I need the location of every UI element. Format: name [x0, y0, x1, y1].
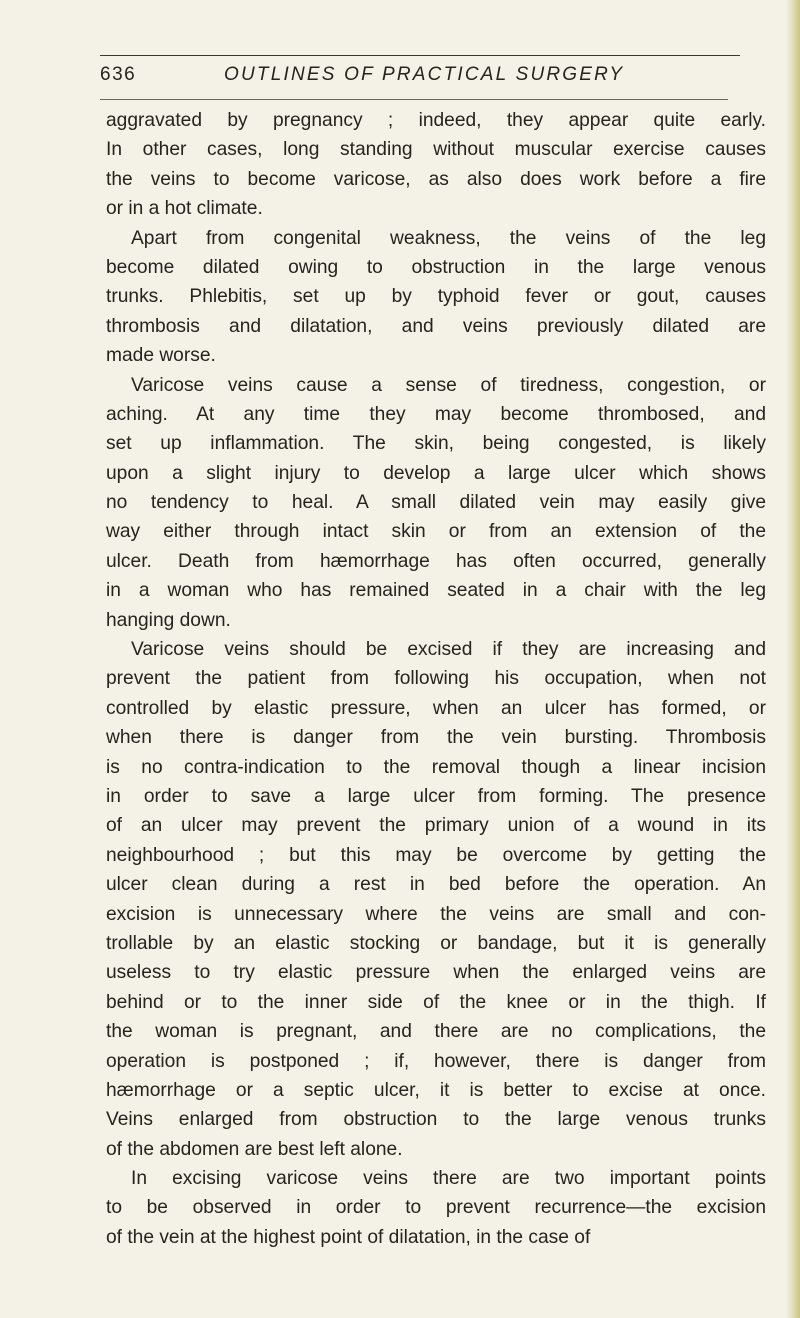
text-line: Varicose veins cause a sense of tiredness, congestion, or [131, 374, 766, 396]
text-line: In other cases, long standing without muscular exercise causes [106, 139, 766, 161]
text-line: become dilated owing to obstruction in the large venous [106, 256, 766, 278]
paragraph [106, 371, 766, 636]
header-rule [100, 99, 728, 100]
text-line: In excising varicose veins there are two important points [131, 1168, 766, 1190]
top-rule [100, 55, 740, 56]
text-line: thrombosis and dilatation, and veins previously dilated are [106, 315, 766, 337]
text-line: upon a slight injury to develop a large ulcer which shows [106, 462, 766, 484]
text-line: aching. At any time they may become thrombosed, and [106, 403, 766, 425]
text-line: of an ulcer may prevent the primary union of a wound in its [106, 815, 766, 837]
paragraph [106, 106, 766, 224]
text-line: or in a hot climate. [106, 198, 263, 220]
text-line: operation is postponed ; if, however, there is danger from [106, 1050, 766, 1072]
text-line: Apart from congenital weakness, the veins of the leg [131, 227, 766, 249]
text-line: trollable by an elastic stocking or bandage, but it is generally [106, 932, 766, 954]
text-line: Veins enlarged from obstruction to the large venous trunks [106, 1109, 766, 1131]
text-line: controlled by elastic pressure, when an ulcer has formed, or [106, 697, 766, 719]
text-line: useless to try elastic pressure when the enlarged veins are [106, 962, 766, 984]
text-line: ulcer clean during a rest in bed before the operation. An [106, 874, 766, 896]
body-text [106, 106, 766, 1252]
text-line: of the vein at the highest point of dilatation, in the case of [106, 1226, 591, 1248]
text-line: aggravated by pregnancy ; indeed, they appear quite early. [106, 110, 766, 131]
text-line: the woman is pregnant, and there are no complications, the [106, 1021, 766, 1043]
text-line: of the abdomen are best left alone. [106, 1138, 403, 1160]
paragraph [106, 224, 766, 371]
running-title: OUTLINES OF PRACTICAL SURGERY [224, 64, 625, 85]
text-line: the veins to become varicose, as also does work before a fire [106, 168, 766, 190]
page-number: 636 [100, 64, 137, 85]
text-line: is no contra-indication to the removal though a linear incision [106, 756, 766, 778]
text-line: behind or to the inner side of the knee or in the thigh. If [106, 991, 766, 1013]
text-line: set up inflammation. The skin, being congested, is likely [106, 433, 766, 455]
running-header [100, 64, 760, 94]
text-line: to be observed in order to prevent recurrence—the excision [106, 1197, 766, 1219]
text-line: neighbourhood ; but this may be overcome by getting the [106, 844, 766, 866]
text-line: hanging down. [106, 609, 231, 631]
text-line: in a woman who has remained seated in a chair with the leg [106, 580, 766, 602]
text-line: ulcer. Death from hæmorrhage has often occurred, generally [106, 550, 766, 572]
text-line: no tendency to heal. A small dilated vein may easily give [106, 492, 766, 514]
text-line: hæmorrhage or a septic ulcer, it is better to excise at once. [106, 1079, 766, 1101]
text-line: prevent the patient from following his occupation, when not [106, 668, 766, 690]
page-edge-shadow [786, 0, 800, 1318]
text-line: made worse. [106, 345, 216, 367]
text-line: in order to save a large ulcer from forming. The presence [106, 785, 766, 807]
text-line: way either through intact skin or from an extension of the [106, 521, 766, 543]
paragraph [106, 1164, 766, 1252]
paragraph [106, 635, 766, 1164]
text-line: excision is unnecessary where the veins are small and con- [106, 903, 766, 925]
text-line: Varicose veins should be excised if they are increasing and [131, 639, 766, 661]
text-line: trunks. Phlebitis, set up by typhoid fever or gout, causes [106, 286, 766, 308]
text-line: when there is danger from the vein bursting. Thrombosis [106, 727, 766, 749]
